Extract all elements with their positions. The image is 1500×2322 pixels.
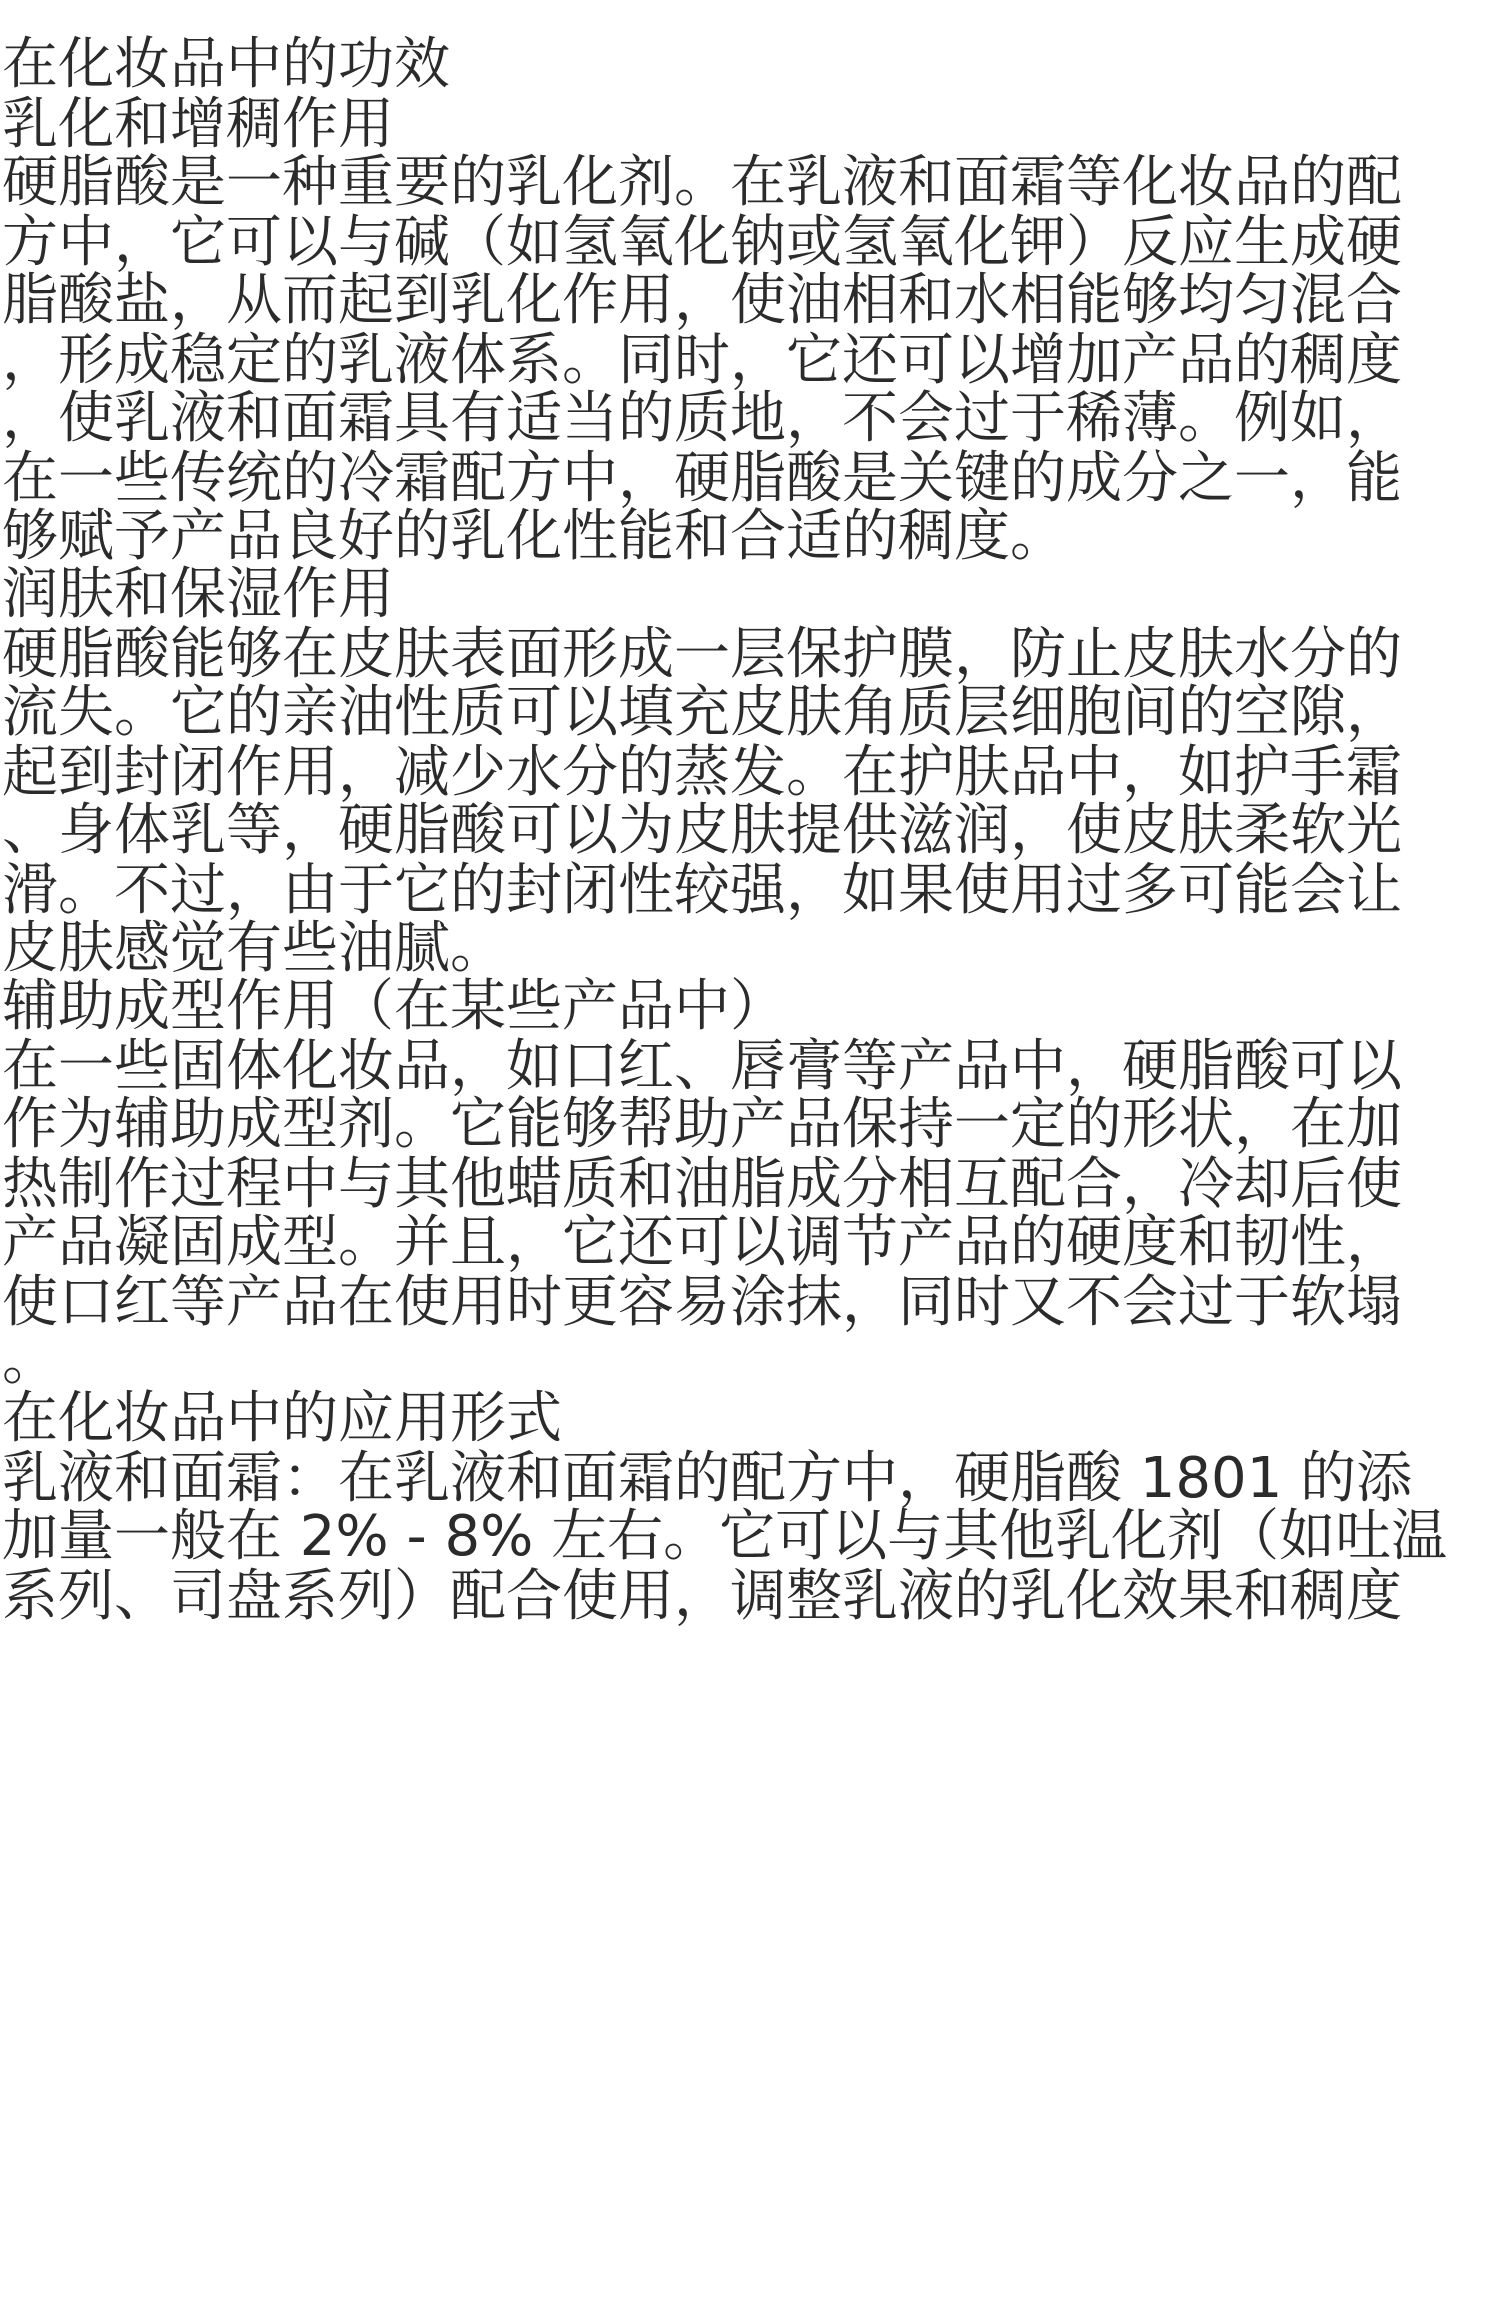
paragraph-line: 使口红等产品在使用时更容易涂抹，同时又不会过于软塌 [2, 1270, 1402, 1335]
paragraph-line: 系列、司盘系列）配合使用，调整乳液的乳化效果和稠度 [2, 1564, 1402, 1629]
paragraph-line: 流失。它的亲油性质可以填充皮肤角质层细胞间的空隙， [2, 680, 1402, 745]
paragraph-line: 。 [2, 1328, 58, 1393]
paragraph-line: 起到封闭作用，减少水分的蒸发。在护肤品中，如护手霜 [2, 740, 1402, 805]
paragraph-line: ，形成稳定的乳液体系。同时，它还可以增加产品的稠度 [2, 328, 1402, 393]
paragraph-line: 皮肤感觉有些油腻。 [2, 916, 506, 981]
section-heading-application: 在化妆品中的应用形式 [2, 1386, 562, 1451]
paragraph-line: 加量一般在 2% - 8% 左右。它可以与其他乳化剂（如吐温 [2, 1504, 1448, 1569]
subheading-moisturize: 润肤和保湿作用 [2, 562, 394, 627]
paragraph-line: 作为辅助成型剂。它能够帮助产品保持一定的形状，在加 [2, 1092, 1402, 1157]
paragraph-line: 在一些传统的冷霜配方中，硬脂酸是关键的成分之一，能 [2, 446, 1402, 511]
paragraph-line: 够赋予产品良好的乳化性能和合适的稠度。 [2, 504, 1066, 569]
paragraph-line: 滑。不过，由于它的封闭性较强，如果使用过多可能会让 [2, 858, 1402, 923]
paragraph-line: 乳液和面霜：在乳液和面霜的配方中，硬脂酸 1801 的添 [2, 1446, 1413, 1511]
paragraph-line: 脂酸盐，从而起到乳化作用，使油相和水相能够均匀混合 [2, 268, 1402, 333]
section-heading-efficacy: 在化妆品中的功效 [2, 32, 450, 97]
paragraph-line: ，使乳液和面霜具有适当的质地，不会过于稀薄。例如， [2, 386, 1402, 451]
paragraph-line: 热制作过程中与其他蜡质和油脂成分相互配合，冷却后使 [2, 1152, 1402, 1217]
paragraph-line: 、身体乳等，硬脂酸可以为皮肤提供滋润，使皮肤柔软光 [2, 798, 1402, 863]
paragraph-line: 硬脂酸是一种重要的乳化剂。在乳液和面霜等化妆品的配 [2, 150, 1402, 215]
paragraph-line: 在一些固体化妆品，如口红、唇膏等产品中，硬脂酸可以 [2, 1034, 1402, 1099]
subheading-emulsify-thicken: 乳化和增稠作用 [2, 92, 394, 157]
paragraph-line: 产品凝固成型。并且，它还可以调节产品的硬度和韧性， [2, 1210, 1402, 1275]
subheading-shaping: 辅助成型作用（在某些产品中） [2, 974, 786, 1039]
paragraph-line: 硬脂酸能够在皮肤表面形成一层保护膜，防止皮肤水分的 [2, 622, 1402, 687]
paragraph-line: 方中，它可以与碱（如氢氧化钠或氢氧化钾）反应生成硬 [2, 210, 1402, 275]
